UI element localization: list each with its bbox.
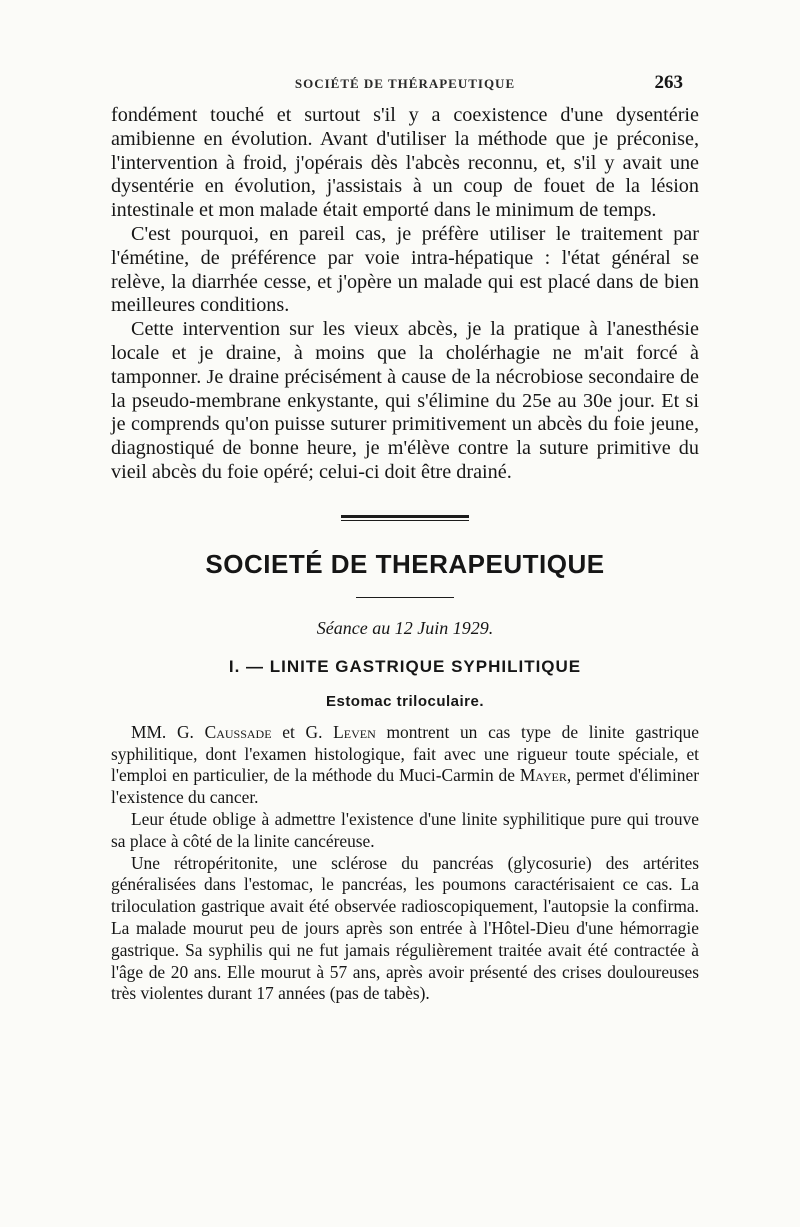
section-divider	[341, 515, 469, 521]
intro-paragraph-2: C'est pourquoi, en pareil cas, je préfère utiliser le traitement par l'émétine, de préférence par voie intra-hépatique : l'état général se relève, la diarrhée cesse, et j'opère un malade qui est placé dans de bien meilleures conditions.	[111, 222, 699, 317]
author-mayer: Mayer	[519, 765, 567, 786]
article-subtitle: Estomac triloculaire.	[325, 692, 485, 710]
book-page	[111, 70, 699, 1005]
author-caussade: Caussade	[204, 721, 272, 742]
divider-thin-rule	[341, 520, 469, 521]
p1-suffix: , permet d'éliminer l'existence du cancer.	[111, 765, 699, 808]
article-paragraph-2: Leur étude oblige à admettre l'existence d'une linite syphilitique pure qui trouve sa place à côté de la linite cancéreuse.	[111, 808, 699, 851]
article-paragraph-3: Une rétropéritonite, une sclérose du pancréas (glycosurie) des artérites généralisées dans l'estomac, le pancréas, les poumons caractérisaient ce cas. La triloculation gastrique avait été observée radioscopiquement, l'autopsie la confirma. La malade mourut peu de jours après son entrée à l'Hôtel-Dieu d'une hémorragie gastrique. Sa syphilis qui ne fut jamais régulièrement traitée avait été contractée à l'âge de 20 ans. Elle mourut à 57 ans, après avoir présenté des crises douloureuses très violentes durant 17 années (pas de tabès).	[111, 852, 699, 1004]
article-paragraph-1	[111, 722, 699, 809]
article-title: I. — LINITE GASTRIQUE SYPHILITIQUE	[228, 656, 582, 676]
p1-mid: et G.	[271, 721, 334, 742]
title-underline	[356, 597, 454, 598]
author-leven: Leven	[333, 721, 376, 742]
session-date: Séance au 12 Juin 1929.	[316, 617, 494, 638]
intro-paragraph-1: fondément touché et surtout s'il y a coexistence d'une dysentérie amibienne en évolution. Avant d'utiliser la méthode que je préconise, l'intervention à froid, j'opérais dès l'abcès reconnu, et, s'il y avait une dysentérie en évolution, j'assistais à un coup de fouet de la lésion intestinale et mon malade était emporté dans le minimum de temps.	[111, 104, 699, 222]
divider-thick-rule	[341, 515, 469, 518]
p1-prefix: MM. G.	[131, 721, 205, 742]
page-number: 263	[654, 72, 683, 93]
p1-text: montrent un cas type de linite gastrique syphilitique, dont l'examen histologique, fait avec une rigueur toute spéciale, et l'emploi en particulier, de la méthode du Muci-Carmin de	[111, 721, 699, 786]
section-title: SOCIETÉ DE THERAPEUTIQUE	[205, 548, 605, 579]
running-head	[111, 70, 699, 104]
intro-paragraph-3: Cette intervention sur les vieux abcès, je la pratique à l'anesthésie locale et je draine, à moins que la cholérhagie ne m'ait forcé à tamponner. Je draine précisément à cause de la nécrobiose secondaire de la pseudo-membrane enkystante, qui s'élimine du 25e au 30e jour. Et si je comprends qu'on puisse suturer primitivement un abcès du foie jeune, diagnostiqué de bonne heure, je m'élève contre la suture primitive du vieil abcès du foie opéré; celui-ci doit être drainé.	[111, 318, 699, 483]
running-title: SOCIÉTÉ DE THÉRAPEUTIQUE	[294, 76, 516, 91]
